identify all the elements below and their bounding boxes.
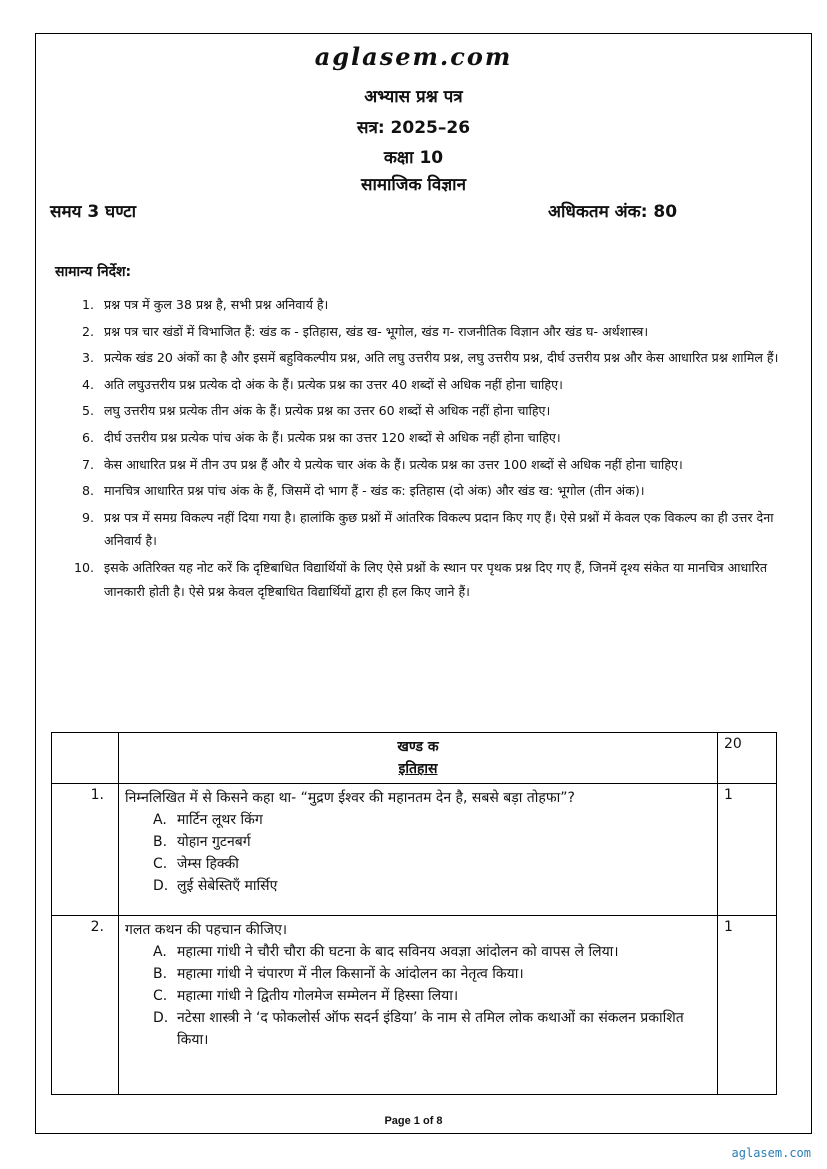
option-letter: D. [153, 1010, 169, 1026]
page-number: Page 1 of 8 [384, 1115, 443, 1127]
option-c [125, 985, 711, 1007]
option-b [125, 831, 711, 853]
instruction-number: 1. [81, 297, 94, 312]
instruction-item [66, 506, 796, 553]
option-b [125, 963, 711, 985]
section-header-row [52, 733, 777, 784]
section-heading [119, 733, 718, 784]
instruction-number: 7. [81, 456, 94, 472]
watermark-link[interactable]: aglasem.com [731, 1146, 811, 1160]
time-allowed: समय 3 घण्टा [50, 202, 137, 222]
question-text: निम्नलिखित में से किसने कहा था- “मुद्रण ईश्वर की महानतम देन है, सबसे बड़ा तोहफा”? [125, 790, 575, 806]
max-marks: अधिकतम अंक: 80 [548, 202, 678, 222]
question-body [119, 784, 718, 916]
instruction-number: 5. [81, 403, 94, 419]
empty-cell [52, 733, 119, 784]
option-d [125, 875, 711, 897]
option-text: योहान गुटनबर्ग [177, 834, 251, 850]
question-text: गलत कथन की पहचान कीजिए। [125, 922, 288, 938]
instruction-item [66, 320, 796, 344]
option-text: नटेसा शास्त्री ने ‘द फोकलोर्स ऑफ सदर्न इंडिया’ के नाम से तमिल लोक कथाओं का संकलन प्रकाशित किया। [177, 1010, 684, 1048]
instruction-item [66, 346, 796, 370]
option-text: महात्मा गांधी ने चंपारण में नील किसानों के आंदोलन का नेतृत्व किया। [177, 966, 524, 982]
instruction-number: 2. [81, 323, 94, 339]
instruction-text: दीर्घ उत्तरीय प्रश्न प्रत्येक पांच अंक के हैं। प्रत्येक प्रश्न का उत्तर 120 शब्दों से अधिक नहीं होना चाहिए। [104, 429, 561, 445]
instruction-item [66, 556, 796, 603]
instruction-item [66, 399, 796, 423]
option-text: महात्मा गांधी ने द्वितीय गोलमेज सम्मेलन में हिस्सा लिया। [177, 988, 459, 1004]
instruction-number: 3. [81, 350, 94, 366]
instruction-text: प्रश्न पत्र चार खंडों में विभाजित हैं: खंड क - इतिहास, खंड ख- भूगोल, खंड ग- राजनीतिक विज्ञान और खंड घ- अर्थशास्त्र। [104, 323, 649, 339]
question-marks: 1 [718, 784, 777, 916]
instruction-number: 9. [81, 509, 94, 525]
question-number: 2. [52, 916, 119, 1095]
option-text: महात्मा गांधी ने चौरी चौरा की घटना के बाद सविनय अवज्ञा आंदोलन को वापस ले लिया। [177, 944, 619, 960]
option-text: जेम्स हिक्की [177, 856, 239, 872]
section-marks: 20 [718, 733, 777, 784]
option-a [125, 809, 711, 831]
class-label: कक्षा 10 [383, 148, 444, 168]
brand-logo: aglasem.com [314, 42, 513, 71]
section-subtitle: इतिहास [398, 761, 438, 777]
option-letter: A. [153, 812, 167, 828]
instruction-text: प्रश्न पत्र में समग्र विकल्प नहीं दिया गया है। हालांकि कुछ प्रश्नों में आंतरिक विकल्प प्रदान किए गए हैं। ऐसे प्रश्नों में केवल एक विकल्प का ही उत्तर देना अनिवार्य है। [104, 509, 774, 549]
instruction-text: इसके अतिरिक्त यह नोट करें कि दृष्टिबाधित विद्यार्थियों के लिए ऐसे प्रश्नों के स्थान पर पृथक प्रश्न दिए गए हैं, जिनमें दृश्य संकेत या मानचित्र आधारित जानकारी होती है। ऐसे प्रश्न केवल दृष्टिबाधित विद्यार्थियों द्वारा ही हल किए जाने हैं। [104, 559, 768, 599]
option-letter: C. [153, 988, 168, 1004]
instruction-item [66, 479, 796, 503]
section-name: खण्ड क [397, 739, 439, 755]
option-text: लुई सेबेस्तिएँ मार्सिए [177, 878, 278, 894]
option-text: मार्टिन लूथर किंग [177, 812, 263, 828]
instruction-text: प्रश्न पत्र में कुल 38 प्रश्न है, सभी प्रश्न अनिवार्य है। [104, 297, 329, 312]
question-table [51, 732, 777, 1095]
question-marks: 1 [718, 916, 777, 1095]
question-row [52, 784, 777, 916]
option-letter: B. [153, 966, 168, 982]
option-letter: B. [153, 834, 168, 850]
instruction-number: 10. [73, 559, 94, 575]
instruction-number: 4. [81, 376, 94, 392]
instruction-item [66, 373, 796, 397]
instruction-number: 8. [81, 483, 94, 499]
instruction-number: 6. [81, 429, 94, 445]
option-letter: A. [153, 944, 167, 960]
option-a [125, 941, 711, 963]
instruction-text: लघु उत्तरीय प्रश्न प्रत्येक तीन अंक के हैं। प्रत्येक प्रश्न का उत्तर 60 शब्दों से अधिक नहीं होना चाहिए। [104, 403, 551, 419]
instruction-item [66, 453, 796, 477]
instruction-item [66, 293, 796, 317]
question-row [52, 916, 777, 1095]
instructions-list [66, 293, 796, 603]
instruction-item [66, 426, 796, 450]
instruction-text: केस आधारित प्रश्न में तीन उप प्रश्न हैं और ये प्रत्येक चार अंक के हैं। प्रत्येक प्रश्न का उत्तर 100 शब्दों से अधिक नहीं होना चाहिए। [104, 456, 683, 472]
subject: सामाजिक विज्ञान [360, 175, 467, 195]
option-letter: D. [153, 878, 169, 894]
instruction-text: प्रत्येक खंड 20 अंकों का है और इसमें बहुविकल्पीय प्रश्न, अति लघु उत्तरीय प्रश्न, लघु उत्तरीय प्रश्न, दीर्घ उत्तरीय प्रश्न और केस आधारित प्रश्न शामिल हैं। [104, 350, 779, 366]
question-number: 1. [52, 784, 119, 916]
option-c [125, 853, 711, 875]
session: सत्र: 2025–26 [356, 118, 471, 138]
instruction-text: अति लघुउत्तरीय प्रश्न प्रत्येक दो अंक के हैं। प्रत्येक प्रश्न का उत्तर 40 शब्दों से अधिक नहीं होना चाहिए। [104, 376, 563, 392]
paper-title: अभ्यास प्रश्न पत्र [364, 87, 463, 107]
instruction-text: मानचित्र आधारित प्रश्न पांच अंक के हैं, जिसमें दो भाग हैं - खंड क: इतिहास (दो अंक) और खंड ख: भूगोल (तीन अंक)। [104, 483, 645, 499]
instructions-title: सामान्य निर्देश: [55, 264, 132, 280]
question-body [119, 916, 718, 1095]
option-d [125, 1007, 711, 1051]
option-letter: C. [153, 856, 168, 872]
